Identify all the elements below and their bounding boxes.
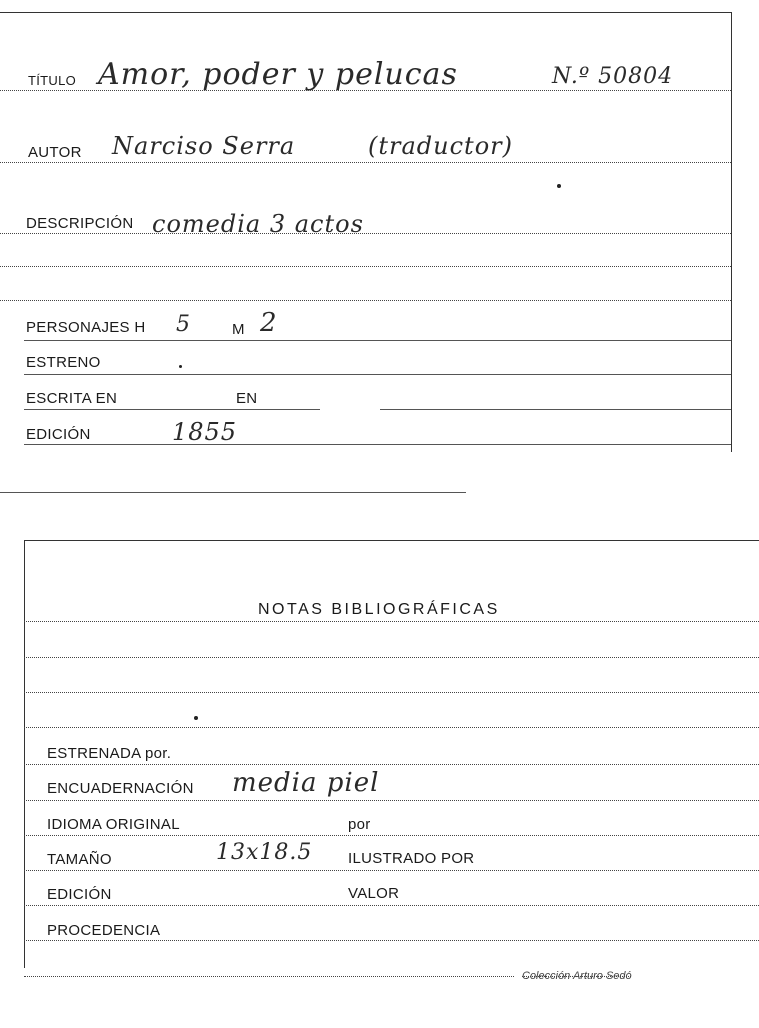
autor-line [0,162,731,163]
procedencia-label: PROCEDENCIA [47,922,161,939]
personajes-m-label: M [232,321,245,338]
blank-line-2 [0,300,731,301]
valor-label: VALOR [348,885,400,902]
personajes-line [24,340,731,341]
edicion-line [24,444,731,445]
estrenada-line [24,764,759,765]
scan-speck [194,716,198,720]
personajes-label: PERSONAJES H [26,319,146,336]
edicion2-label: EDICIÓN [47,886,112,903]
titulo-value: Amor, poder y pelucas [98,57,458,92]
notas-line-1 [24,621,759,622]
idioma-line [24,835,759,836]
titulo-line [0,90,731,91]
encuadernacion-label: ENCUADERNACIÓN [47,780,194,797]
titulo-label: TÍTULO [28,73,77,88]
tamano-label: TAMAÑO [47,851,112,868]
estrenada-label: ESTRENADA por. [47,745,172,762]
edicion-label: EDICIÓN [26,426,91,443]
edicion2-line [24,905,759,906]
scan-speck [557,184,561,188]
autor-value: Narciso Serra [112,132,296,160]
descripcion-value: comedia 3 actos [152,210,364,238]
escrita-line-left [24,409,320,410]
bottom-card-border-left [24,540,25,968]
tamano-value: 13x18.5 [216,840,313,865]
catalog-number: N.º 50804 [552,64,674,89]
bottom-card-last-line [24,976,514,977]
notas-line-4 [24,727,759,728]
scan-speck [179,365,182,368]
notas-heading: NOTAS BIBLIOGRÁFICAS [258,601,500,618]
ilustrado-label: ILUSTRADO POR [348,850,475,867]
encuadernacion-line [24,800,759,801]
top-card-border-top [0,12,731,13]
procedencia-line [24,940,759,941]
encuadernacion-value: media piel [232,768,380,798]
estreno-label: ESTRENO [26,354,101,371]
notas-line-2 [24,657,759,658]
idioma-por-label: por [348,816,371,833]
tamano-line [24,870,759,871]
top-card-border-right [731,12,732,452]
blank-line-1 [0,266,731,267]
autor-label: AUTOR [28,144,82,161]
autor-note: (traductor) [368,132,513,160]
estreno-line [24,374,731,375]
personajes-m-value: 2 [260,308,278,338]
idioma-label: IDIOMA ORIGINAL [47,816,180,833]
personajes-h-value: 5 [176,312,191,337]
bottom-card-border-top [24,540,759,541]
escrita-label: ESCRITA EN [26,390,118,407]
collection-credit: Colección Arturo Sedó [522,970,632,982]
escrita-en-label: EN [236,390,258,407]
top-card-bottom-edge [0,492,466,493]
descripcion-line [0,233,731,234]
notas-line-3 [24,692,759,693]
descripcion-label: DESCRIPCIÓN [26,215,134,232]
edicion-value: 1855 [172,418,238,446]
escrita-line-right [380,409,731,410]
